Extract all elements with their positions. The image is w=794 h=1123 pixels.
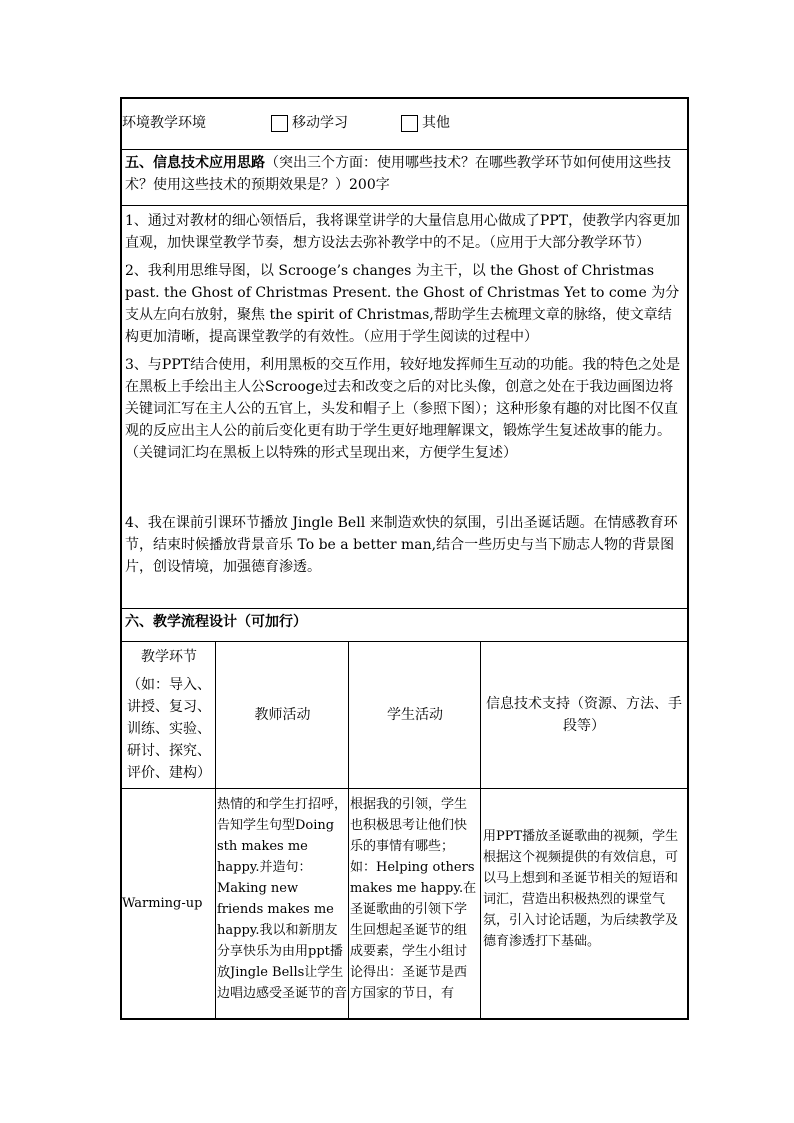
checkbox-icon[interactable] xyxy=(271,115,288,132)
paragraph-1: 1、通过对教材的细心领悟后，我将课堂讲学的大量信息用心做成了PPT，使教学内容更加直观，加快课堂教学节奏，想方设法去弥补教学中的不足。（应用于大部分教学环节） xyxy=(125,213,681,251)
teaching-environment-row xyxy=(122,99,687,150)
section5-header xyxy=(122,150,687,206)
header-stage-note: （如：导入、讲授、复习、训练、实验、研讨、探究、评价、建构） xyxy=(127,677,211,781)
header-tech-support: 信息技术支持（资源、方法、手段等） xyxy=(486,696,682,734)
section6-header xyxy=(122,609,687,642)
environment-label: 环境教学环境 xyxy=(122,115,206,131)
row1-teacher: 热情的和学生打招呼，告知学生句型Doing sth makes me happy.并造句：Making new friends makes me happy.我以和新朋友分享快乐为由用ppt播放Jingle Bells让学生边唱边感受圣诞节的音 xyxy=(217,797,348,1001)
header-student-activity: 学生活动 xyxy=(387,707,443,723)
option-other-label: 其他 xyxy=(422,115,450,131)
section5-body xyxy=(122,206,687,609)
row1-stage: Warming-up xyxy=(122,895,203,911)
section5-note: （突出三个方面：使用哪些技术？在哪些教学环节如何使用这些技术？使用这些技术的预期效果是？）200字 xyxy=(125,155,671,193)
row1-tech: 用PPT播放圣诞歌曲的视频，学生根据这个视频提供的有效信息，可以马上想到和圣诞节相关的短语和词汇，营造出积极热烈的课堂气氛，引入讨论话题，为后续教学及德育渗透打下基础。 xyxy=(483,829,679,949)
option-mobile-learning[interactable] xyxy=(271,112,348,134)
paragraph-4: 4、我在课前引课环节播放 Jingle Bell 来制造欢快的氛围，引出圣诞话题。在情感教育环节，结束时候播放背景音乐 To be a better man,结合一些历史与当下励志人物的背景图片，创设情境，加强德育渗透。 xyxy=(125,515,678,575)
option-other[interactable] xyxy=(401,112,450,134)
document-table xyxy=(120,97,689,1020)
section5-title: 五、信息技术应用思路 xyxy=(125,155,265,171)
section6-title: 六、教学流程设计（可加行） xyxy=(125,614,307,630)
row1-student: 根据我的引领，学生也积极思考让他们快乐的事情有哪些；如：Helping others makes me happy.在圣诞歌曲的引领下学生回想起圣诞节的组成要素，学生小组讨论得出：圣诞节是西方国家的节日，有 xyxy=(350,797,477,1001)
header-stage-title: 教学环节 xyxy=(141,649,197,665)
header-stage xyxy=(122,642,216,788)
paragraph-2: 2、我利用思维导图，以 Scrooge’s changes 为主干，以 the Ghost of Christmas past. the Ghost of Christmas Present. the Ghost of Christmas Yet to come 为分支从左向右放射，聚焦 the spirit of Christmas,帮助学生去梳理文章的脉络，使文章结构更加清晰，提高课堂教学的有效性。（应用于学生阅读的过程中） xyxy=(125,263,680,345)
paragraph-3: 3、与PPT结合使用，利用黑板的交互作用，较好地发挥师生互动的功能。我的特色之处是在黑板上手绘出主人公Scrooge过去和改变之后的对比头像，创意之处在于我边画图边将关键词汇写在主人公的五官上，头发和帽子上（参照下图）；这种形象有趣的对比图不仅直观的反应出主人公的前后变化更有助于学生更好地理解课文，锻炼学生复述故事的能力。（关键词汇均在黑板上以特殊的形式呈现出来，方便学生复述） xyxy=(125,357,681,461)
header-teacher-activity: 教师活动 xyxy=(254,707,311,723)
flow-table xyxy=(122,642,687,1018)
checkbox-icon[interactable] xyxy=(401,115,418,132)
option-mobile-learning-label: 移动学习 xyxy=(292,115,348,131)
